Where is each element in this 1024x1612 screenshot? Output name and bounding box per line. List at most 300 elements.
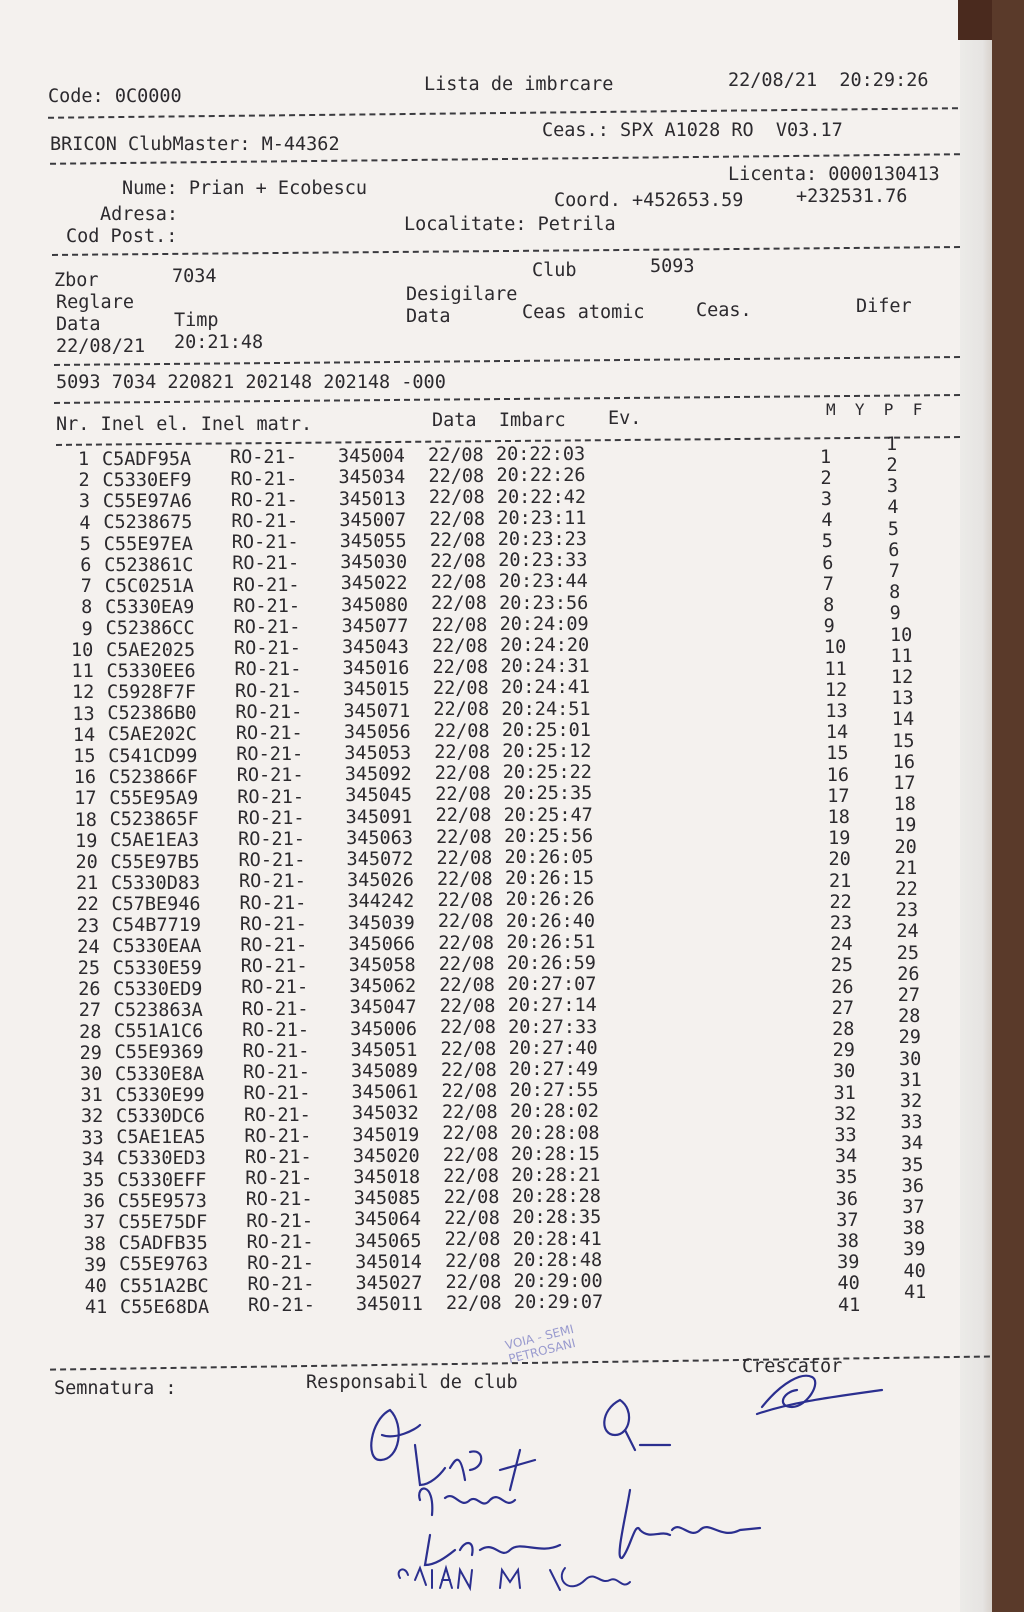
ring-prefix: RO-21- — [247, 1252, 314, 1274]
row-number: 18 — [74, 809, 97, 831]
chip-id: C5330EA9 — [105, 597, 195, 619]
arrival-time: 20:26:51 — [506, 931, 596, 953]
row-number: 4 — [79, 512, 91, 534]
row-number: 30 — [80, 1064, 103, 1086]
row-number: 38 — [83, 1233, 106, 1255]
flag-f: 28 — [898, 1006, 921, 1028]
chip-id: C55E97A6 — [102, 491, 192, 513]
chip-id: C5AE1EA3 — [110, 830, 200, 852]
arrival-date: 22/08 — [428, 487, 485, 509]
ring-number: 345051 — [350, 1039, 418, 1061]
ring-number: 345032 — [351, 1103, 419, 1125]
chip-id: C5330EF9 — [102, 470, 192, 491]
flag-f: 18 — [893, 794, 916, 816]
flag-m: 23 — [829, 912, 853, 934]
ring-prefix: RO-21- — [236, 765, 304, 787]
arrival-date: 22/08 — [439, 975, 495, 997]
row-number: 33 — [81, 1127, 104, 1149]
flag-m: 11 — [824, 658, 847, 680]
flag-m: 7 — [822, 573, 834, 595]
row-number: 3 — [78, 491, 91, 513]
flag-m: 36 — [835, 1188, 859, 1210]
ring-number: 345013 — [338, 488, 406, 510]
fancier-name: Nume: Prian + Ecobescu — [122, 178, 368, 199]
chip-id: C5ADF95A — [102, 448, 192, 470]
arrival-time: 20:29:00 — [513, 1271, 603, 1293]
flag-f: 30 — [899, 1048, 922, 1070]
arrival-time: 20:29:07 — [514, 1292, 604, 1314]
ring-prefix: RO-21- — [237, 807, 305, 829]
arrival-time: 20:22:26 — [496, 465, 586, 487]
divider — [48, 107, 958, 119]
flag-f: 17 — [893, 773, 916, 794]
ring-number: 345072 — [346, 848, 414, 870]
flag-f: 11 — [890, 645, 913, 667]
flag-f: 15 — [892, 730, 915, 752]
flag-m: 19 — [828, 828, 851, 850]
ring-number: 345007 — [339, 509, 407, 531]
row-number: 23 — [76, 915, 100, 937]
chip-id: C5330ED3 — [116, 1148, 206, 1170]
arrival-date: 22/08 — [443, 1187, 500, 1209]
arrival-date: 22/08 — [438, 932, 495, 954]
ring-prefix: RO-21- — [248, 1295, 315, 1317]
arrival-date: 22/08 — [442, 1123, 499, 1145]
flag-f: 25 — [896, 942, 920, 964]
flag-m: 8 — [823, 594, 835, 616]
arrival-time: 20:26:26 — [505, 889, 595, 911]
flight-number: 7034 — [172, 266, 217, 287]
chip-id: C5AE1EA5 — [116, 1127, 206, 1149]
flag-m: 21 — [829, 870, 852, 892]
arrival-date: 22/08 — [443, 1165, 499, 1187]
breeder-label: Crescator — [742, 1356, 843, 1377]
arrival-time: 20:23:44 — [498, 571, 588, 593]
ring-number: 345047 — [349, 997, 417, 1019]
club-responsible-label: Responsabil de club — [306, 1372, 518, 1393]
ring-prefix: RO-21- — [235, 722, 303, 744]
arrival-date: 22/08 — [435, 784, 491, 806]
arrival-time: 20:24:41 — [500, 677, 591, 699]
flag-f: 9 — [889, 603, 901, 625]
license-number: Licenta: 0000130413 — [728, 164, 940, 185]
reglare-time: 20:21:48 — [174, 332, 264, 353]
flag-f: 8 — [889, 582, 901, 604]
ring-number: 345014 — [355, 1251, 422, 1273]
arrival-time: 20:27:33 — [508, 1016, 598, 1038]
ring-number: 345089 — [351, 1060, 418, 1082]
flag-m: 17 — [827, 785, 850, 807]
divider — [54, 356, 960, 366]
arrival-time: 20:28:48 — [513, 1249, 603, 1271]
arrival-date: 22/08 — [429, 508, 486, 530]
chip-id: C5330EAA — [112, 936, 202, 958]
chip-id: C55E68DA — [120, 1296, 210, 1318]
locality: Localitate: Petrila — [404, 214, 616, 235]
row-number: 16 — [73, 767, 97, 789]
chip-id: C551A2BC — [119, 1275, 209, 1297]
column-header-data-imbarc: Data Imbarc — [432, 410, 566, 431]
chip-id: C5330D83 — [111, 872, 201, 894]
column-header-flags: M Y P F — [826, 400, 923, 419]
row-number: 19 — [75, 830, 98, 852]
desigilare-data-label: Data — [406, 306, 451, 327]
ring-prefix: RO-21- — [234, 659, 302, 681]
arrival-date: 22/08 — [436, 847, 493, 869]
divider — [52, 246, 960, 256]
flag-m: 31 — [833, 1082, 856, 1104]
flag-m: 39 — [837, 1252, 860, 1274]
chip-id: C54B7719 — [111, 915, 201, 937]
ring-number: 345026 — [347, 870, 414, 892]
row-number: 29 — [79, 1042, 102, 1064]
chip-id: C5238675 — [103, 512, 193, 534]
ring-prefix: RO-21- — [246, 1210, 314, 1232]
arrival-time: 20:27:14 — [507, 995, 597, 1017]
ring-prefix: RO-21- — [244, 1125, 312, 1147]
chip-id: C55E97B5 — [110, 851, 200, 873]
ring-number: 345066 — [348, 933, 416, 955]
ring-prefix: RO-21- — [240, 934, 308, 956]
chip-id: C55E9369 — [114, 1042, 204, 1064]
club-number: 5093 — [650, 256, 695, 277]
flag-m: 40 — [837, 1273, 860, 1295]
row-number: 6 — [80, 555, 92, 577]
arrival-time: 20:28:41 — [512, 1228, 602, 1250]
flag-m: 6 — [822, 552, 834, 574]
chip-id: C523863A — [113, 1000, 203, 1021]
flag-m: 37 — [836, 1209, 859, 1231]
flag-m: 35 — [835, 1167, 858, 1189]
chip-id: C5330E99 — [115, 1084, 205, 1106]
chip-id: C57BE946 — [111, 894, 201, 915]
flag-f: 22 — [895, 879, 918, 900]
ring-prefix: RO-21- — [235, 701, 303, 723]
ring-prefix: RO-21- — [231, 532, 299, 554]
flag-f: 32 — [899, 1091, 923, 1112]
arrival-date: 22/08 — [429, 529, 486, 551]
flag-m: 26 — [831, 976, 854, 998]
ring-prefix: RO-21- — [239, 913, 307, 935]
ring-prefix: RO-21- — [240, 956, 308, 978]
flag-m: 13 — [825, 700, 848, 722]
arrival-date: 22/08 — [441, 1102, 498, 1124]
arrival-date: 22/08 — [440, 1017, 496, 1039]
address-label: Adresa: — [100, 204, 178, 225]
arrival-date: 22/08 — [433, 720, 490, 742]
arrival-date: 22/08 — [428, 466, 485, 488]
ring-number: 345080 — [341, 594, 408, 616]
arrival-time: 20:27:49 — [509, 1059, 599, 1081]
arrival-date: 22/08 — [433, 699, 490, 721]
chip-id: C52386B0 — [107, 703, 197, 725]
arrival-date: 22/08 — [430, 551, 486, 573]
flag-m: 1 — [820, 446, 832, 468]
flag-f: 29 — [898, 1027, 921, 1049]
flag-m: 4 — [821, 510, 833, 532]
ring-prefix: RO-21- — [234, 680, 302, 702]
clock-id: Ceas.: SPX A1028 RO V03.17 — [542, 120, 843, 141]
row-number: 37 — [83, 1212, 106, 1234]
ring-prefix: RO-21- — [241, 998, 309, 1020]
table-row — [0, 433, 990, 471]
ring-number: 345030 — [340, 552, 408, 574]
arrival-date: 22/08 — [436, 826, 492, 848]
row-number: 40 — [84, 1276, 107, 1298]
arrival-time: 20:23:56 — [499, 592, 589, 614]
desigilare-label: Desigilare — [406, 284, 518, 305]
flag-m: 25 — [830, 955, 854, 977]
row-number: 15 — [73, 746, 96, 768]
code-label: Code: 0C0000 — [48, 86, 182, 107]
flag-m: 28 — [832, 1018, 855, 1040]
arrival-date: 22/08 — [439, 996, 496, 1018]
divider — [54, 394, 960, 404]
arrival-time: 20:26:05 — [504, 847, 594, 869]
ring-number: 345053 — [344, 742, 412, 764]
flag-m: 38 — [836, 1230, 859, 1252]
ring-number: 345063 — [346, 827, 413, 849]
row-number: 8 — [81, 597, 93, 619]
flag-m: 41 — [838, 1294, 861, 1316]
ring-number: 345061 — [351, 1082, 419, 1104]
flag-m: 34 — [834, 1146, 858, 1168]
coordinates-lat: Coord. +452653.59 — [554, 190, 744, 211]
row-number: 27 — [78, 1000, 101, 1022]
document-title: Lista de imbrcare — [424, 74, 614, 95]
column-header-ev: Ev. — [608, 408, 642, 429]
row-number: 1 — [78, 449, 90, 471]
flag-f: 26 — [897, 963, 920, 985]
row-number: 36 — [82, 1191, 106, 1213]
ring-prefix: RO-21- — [230, 447, 297, 469]
row-number: 39 — [84, 1254, 107, 1276]
ring-prefix: RO-21- — [233, 595, 300, 617]
arrival-date: 22/08 — [434, 741, 490, 763]
ring-prefix: RO-21- — [246, 1231, 314, 1253]
chip-id: C5ADFB35 — [118, 1233, 208, 1255]
flag-m: 3 — [820, 488, 833, 510]
ring-number: 345055 — [339, 530, 407, 552]
flag-m: 18 — [827, 806, 850, 828]
flag-m: 32 — [833, 1103, 857, 1125]
flag-f: 36 — [901, 1175, 925, 1197]
flag-f: 34 — [900, 1133, 924, 1155]
row-number: 12 — [71, 682, 95, 704]
arrival-date: 22/08 — [434, 763, 491, 785]
arrival-date: 22/08 — [432, 678, 489, 700]
arrival-date: 22/08 — [428, 445, 484, 467]
flag-f: 37 — [902, 1197, 925, 1218]
ring-prefix: RO-21- — [243, 1062, 310, 1084]
arrival-time: 20:28:35 — [512, 1207, 602, 1229]
ring-prefix: RO-21- — [237, 786, 305, 808]
flag-f: 21 — [895, 857, 918, 879]
row-number: 22 — [76, 894, 99, 916]
flag-f: 40 — [903, 1260, 926, 1282]
flag-m: 16 — [826, 764, 850, 786]
ring-number: 344242 — [347, 891, 415, 913]
chip-id: C55E75DF — [118, 1212, 208, 1233]
flag-f: 39 — [903, 1239, 926, 1261]
row-number: 2 — [78, 470, 90, 492]
flag-f: 10 — [890, 624, 913, 646]
ring-number: 345064 — [354, 1209, 422, 1231]
arrival-time: 20:23:23 — [497, 529, 587, 551]
ring-prefix: RO-21- — [230, 468, 298, 490]
flag-f: 13 — [891, 688, 914, 710]
ring-prefix: RO-21- — [244, 1146, 312, 1168]
ring-prefix: RO-21- — [242, 1040, 310, 1062]
row-number: 41 — [85, 1297, 108, 1319]
arrival-date: 22/08 — [442, 1144, 499, 1166]
arrival-date: 22/08 — [431, 614, 488, 636]
arrival-time: 20:27:07 — [507, 974, 597, 996]
row-number: 31 — [80, 1085, 103, 1107]
chip-id: C5330E59 — [112, 957, 202, 979]
chip-id: C5330ED9 — [113, 978, 203, 1000]
arrival-time: 20:28:28 — [511, 1186, 601, 1208]
difference-label: Difer — [856, 296, 912, 317]
row-number: 26 — [78, 979, 101, 1001]
flag-f: 4 — [887, 497, 899, 519]
flag-m: 20 — [828, 849, 851, 871]
arrival-date: 22/08 — [430, 572, 487, 594]
row-number: 10 — [71, 640, 94, 662]
arrival-time: 20:22:42 — [496, 486, 586, 508]
arrival-time: 20:25:12 — [502, 741, 592, 763]
ring-prefix: RO-21- — [234, 638, 301, 660]
ring-prefix: RO-21- — [239, 871, 306, 893]
ring-prefix: RO-21- — [243, 1104, 311, 1126]
row-number: 34 — [81, 1148, 105, 1170]
ring-number: 345018 — [353, 1166, 421, 1188]
reglare-date: 22/08/21 — [56, 336, 146, 357]
flag-f: 3 — [886, 476, 899, 498]
arrival-time: 20:27:40 — [508, 1037, 598, 1059]
ring-number: 345065 — [354, 1230, 422, 1252]
ring-number: 345062 — [349, 976, 417, 998]
chip-id: C5AE2025 — [106, 639, 196, 661]
system-id: BRICON ClubMaster: M-44362 — [50, 134, 340, 155]
chip-id: C55E9573 — [117, 1190, 207, 1212]
flag-m: 33 — [834, 1124, 857, 1146]
print-datetime: 22/08/21 20:29:26 — [728, 70, 929, 91]
arrival-time: 20:26:40 — [505, 910, 595, 932]
flag-f: 1 — [886, 433, 898, 455]
row-number: 17 — [74, 788, 97, 810]
ring-prefix: RO-21- — [231, 510, 299, 532]
flag-m: 15 — [826, 743, 849, 765]
arrival-date: 22/08 — [437, 890, 494, 912]
flag-m: 27 — [831, 997, 854, 1019]
ring-number: 345043 — [342, 636, 409, 658]
ring-prefix: RO-21- — [245, 1189, 313, 1211]
arrival-date: 22/08 — [441, 1059, 497, 1081]
chip-id: C5C0251A — [104, 576, 194, 597]
arrival-date: 22/08 — [437, 869, 493, 891]
arrival-time: 20:24:51 — [501, 698, 591, 720]
flag-f: 41 — [904, 1281, 927, 1303]
arrival-time: 20:25:35 — [503, 783, 593, 805]
postcode-label: Cod Post.: — [66, 226, 178, 247]
ring-prefix: RO-21- — [242, 1019, 309, 1041]
club-stamp: VOIA - SEMI PETROSANI — [503, 1321, 577, 1367]
row-number: 24 — [77, 936, 100, 958]
chip-id: C551A1C6 — [114, 1021, 204, 1043]
arrival-time: 20:24:20 — [500, 635, 590, 657]
arrival-time: 20:28:02 — [509, 1101, 600, 1123]
arrival-date: 22/08 — [431, 593, 487, 615]
reglare-label: Reglare — [56, 292, 134, 313]
flag-f: 38 — [902, 1218, 925, 1240]
flag-f: 20 — [894, 836, 917, 858]
data-label: Data — [56, 314, 101, 335]
chip-id: C5AE202C — [107, 724, 197, 746]
row-number: 20 — [75, 852, 98, 874]
flight-label: Zbor — [54, 270, 99, 291]
ring-number: 345027 — [355, 1272, 423, 1294]
ring-number: 345091 — [345, 806, 413, 828]
chip-id: C523865F — [109, 809, 199, 831]
flag-f: 7 — [888, 561, 900, 582]
flag-f: 6 — [888, 539, 900, 561]
flag-f: 27 — [897, 985, 920, 1006]
ring-prefix: RO-21- — [247, 1274, 315, 1296]
arrival-date: 22/08 — [445, 1271, 502, 1293]
flag-f: 12 — [890, 667, 914, 688]
flag-m: 5 — [821, 531, 833, 553]
row-number: 14 — [72, 724, 96, 746]
breeder-signature — [752, 1362, 892, 1422]
ring-prefix: RO-21- — [232, 553, 300, 575]
ring-prefix: RO-21- — [230, 489, 298, 511]
flag-f: 5 — [887, 518, 899, 540]
flag-f: 19 — [894, 815, 917, 837]
flag-m: 30 — [833, 1061, 856, 1083]
chip-id: C5330DC6 — [115, 1106, 206, 1127]
flag-f: 16 — [892, 751, 916, 773]
arrival-date: 22/08 — [444, 1208, 500, 1230]
signature-label: Semnatura : — [54, 1378, 177, 1399]
chip-id: C55E95A9 — [109, 788, 199, 809]
ring-number: 345092 — [344, 764, 412, 786]
arrival-time: 20:27:55 — [509, 1080, 599, 1102]
arrival-time: 20:25:56 — [504, 825, 594, 847]
chip-id: C523861C — [104, 554, 194, 576]
arrival-date: 22/08 — [432, 657, 489, 679]
ring-number: 345011 — [356, 1294, 423, 1316]
flag-m: 24 — [830, 934, 853, 956]
arrival-date: 22/08 — [438, 953, 495, 975]
row-number: 32 — [80, 1106, 104, 1128]
flag-m: 22 — [829, 891, 852, 913]
chip-id: C5330EE6 — [106, 660, 196, 682]
row-number: 21 — [76, 873, 99, 895]
ring-number: 345034 — [338, 467, 406, 489]
ring-prefix: RO-21- — [232, 574, 300, 596]
arrival-time: 20:28:08 — [510, 1122, 600, 1144]
chip-id: C5928F7F — [106, 682, 197, 703]
flag-m: 10 — [824, 637, 847, 659]
ring-prefix: RO-21- — [238, 850, 306, 872]
ring-prefix: RO-21- — [239, 892, 307, 914]
column-header-rings: Nr. Inel el. Inel matr. — [56, 414, 313, 435]
ring-number: 345056 — [343, 721, 411, 743]
flag-f: 35 — [901, 1154, 924, 1176]
arrival-time: 20:22:03 — [496, 444, 586, 466]
ring-number: 345077 — [341, 615, 409, 637]
